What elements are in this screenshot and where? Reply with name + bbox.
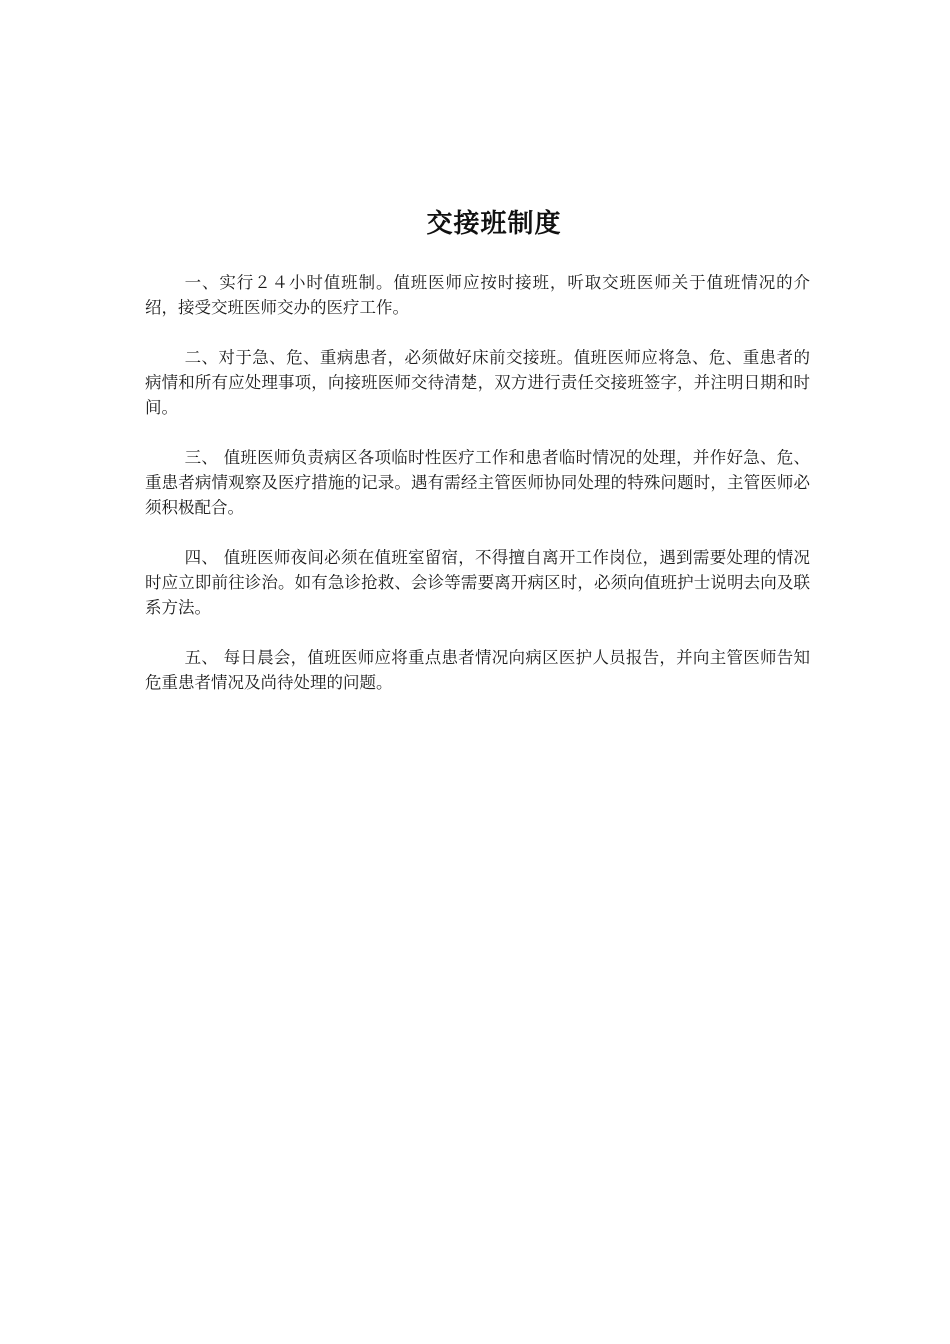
document-title: 交接班制度 <box>426 209 562 239</box>
paragraph-1: 一、实行２４小时值班制。值班医师应按时接班，听取交班医师关于值班情况的介绍，接受交班医师交办的医疗工作。 <box>145 273 810 317</box>
paragraph-5: 五、 每日晨会，值班医师应将重点患者情况向病区医护人员报告，并向主管医师告知危重患者情况及尚待处理的问题。 <box>145 648 810 692</box>
paragraph-4: 四、 值班医师夜间必须在值班室留宿，不得擅自离开工作岗位，遇到需要处理的情况时应立即前往诊治。如有急诊抢救、会诊等需要离开病区时，必须向值班护士说明去向及联系方法。 <box>145 548 810 617</box>
paragraph-3: 三、 值班医师负责病区各项临时性医疗工作和患者临时情况的处理，并作好急、危、重患者病情观察及医疗措施的记录。遇有需经主管医师协同处理的特殊问题时，主管医师必须积极配合。 <box>145 448 810 517</box>
document-body <box>145 270 810 720</box>
paragraph-2: 二、对于急、危、重病患者，必须做好床前交接班。值班医师应将急、危、重患者的病情和所有应处理事项，向接班医师交待清楚，双方进行责任交接班签字，并注明日期和时间。 <box>145 348 810 417</box>
